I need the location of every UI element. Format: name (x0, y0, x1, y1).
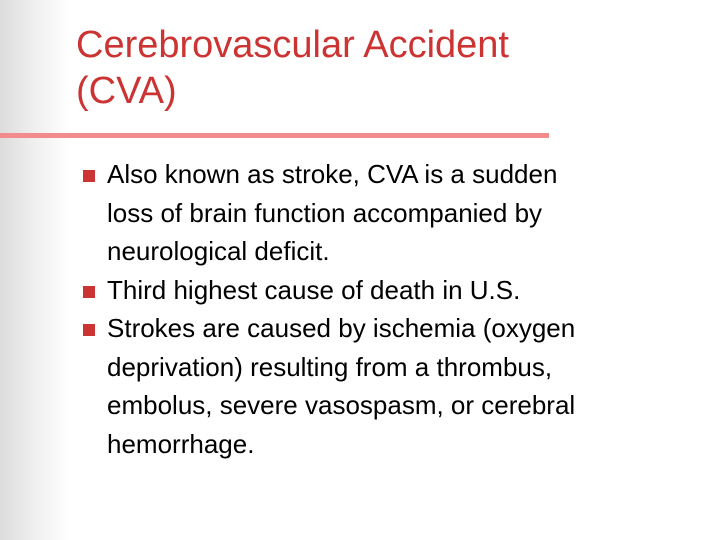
bullet-1-line-2: loss of brain function accompanied by (107, 197, 543, 228)
bullet-3-line-3: embolus, severe vasospasm, or cerebral (107, 390, 576, 420)
bullet-list (0, 155, 700, 463)
title-underline-rule (0, 133, 549, 138)
bullet-3-line-2: deprivation) resulting from a thrombus, (107, 351, 553, 382)
bullet-item-3 (0, 309, 700, 463)
title-line-1: Cerebrovascular Accident (76, 24, 509, 66)
bullet-1-line-1: Also known as stroke, CVA is a sudden (107, 159, 558, 189)
bullet-2-line-1: Third highest cause of death in U.S. (107, 274, 521, 305)
slide-title (76, 22, 676, 114)
bullet-item-2 (0, 271, 700, 310)
bullet-square-icon (83, 324, 95, 336)
bullet-square-icon (83, 286, 95, 298)
bullet-square-icon (83, 170, 95, 182)
bullet-3-line-4: hemorrhage. (107, 428, 255, 459)
bullet-1-line-3: neurological deficit. (107, 236, 330, 266)
title-line-2: (CVA) (76, 70, 177, 112)
bullet-3-line-1: Strokes are caused by ischemia (oxygen (107, 313, 576, 343)
bullet-item-1 (0, 155, 700, 271)
